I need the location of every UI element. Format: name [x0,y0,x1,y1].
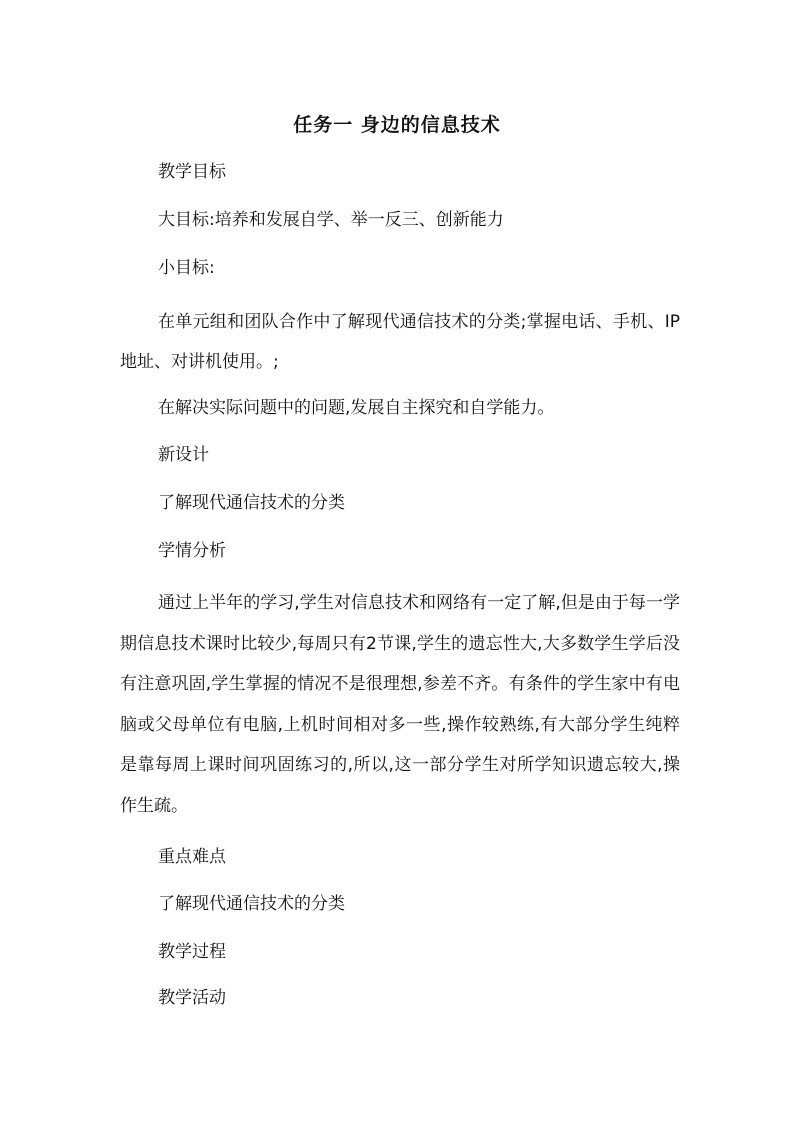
paragraph-key-difficulties-content: 了解现代通信技术的分类 [158,894,345,914]
paragraph-key-difficulties: 重点难点 [158,847,226,867]
paragraph-major-goal: 大目标:培养和发展自学、举一反三、创新能力 [158,210,504,230]
document-title: 任务一 身边的信息技术 [293,114,501,136]
paragraph-communication-goal: 在单元组和团队合作中了解现代通信技术的分类;掌握电话、手机、IP地址、对讲机使用。; [120,312,680,372]
paragraph-learning-analysis-heading: 学情分析 [158,541,226,561]
paragraph-minor-goal: 小目标: [158,258,215,278]
paragraph-teaching-process: 教学过程 [158,942,226,962]
paragraph-learning-analysis: 通过上半年的学习,学生对信息技术和网络有一定了解,但是由于每一学期信息技术课时比较少,每周只有2节课,学生的遗忘性大,大多数学生学后没有注意巩固,学生掌握的情况不是很理想,参差不齐。有条件的学生家中有电脑或父母单位有电脑,上机时间相对多一些,操作较熟练,有大部分学生纯粹是靠每周上课时间巩固练习的,所以,这一部分学生对所学知识遗忘较大,操作生疏。 [120,593,680,816]
paragraph-problem-solving: 在解决实际问题中的问题,发展自主探究和自学能力。 [158,398,555,418]
paragraph-understand-classification: 了解现代通信技术的分类 [158,493,345,513]
paragraph-teaching-goals: 教学目标 [158,162,226,182]
paragraph-new-design: 新设计 [158,445,209,465]
paragraph-teaching-activities: 教学活动 [158,988,226,1008]
